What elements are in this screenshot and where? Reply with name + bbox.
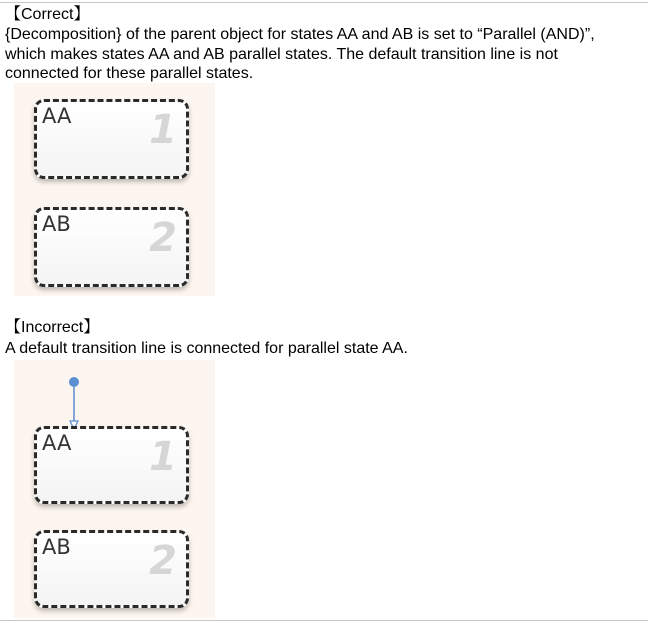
default-transition (64, 375, 84, 431)
execution-order-badge: 1 (149, 107, 177, 153)
correct-description-line-3: connected for these parallel states. (5, 65, 254, 82)
incorrect-state-aa (34, 426, 189, 504)
bottom-divider (0, 620, 648, 621)
correct-description-line-1: {Decomposition} of the parent object for states AA and AB is set to “Parallel (AND)”, (5, 26, 595, 43)
top-divider (0, 2, 648, 3)
incorrect-diagram-panel (14, 360, 215, 618)
state-name: AA (42, 104, 72, 128)
default-transition-dot (69, 377, 79, 387)
correct-state-ab (34, 207, 189, 287)
correct-state-aa (34, 99, 189, 179)
incorrect-heading: 【Incorrect】 (5, 319, 100, 336)
execution-order-badge: 1 (149, 434, 177, 480)
incorrect-description-line-1: A default transition line is connected for parallel state AA. (5, 340, 408, 357)
correct-description-line-2: which makes states AA and AB parallel states. The default transition line is not (5, 46, 558, 63)
execution-order-badge: 2 (149, 215, 177, 261)
correct-heading: 【Correct】 (5, 6, 90, 23)
state-name: AB (42, 535, 71, 559)
state-name: AA (42, 431, 72, 455)
execution-order-badge: 2 (149, 538, 177, 584)
incorrect-state-ab (34, 530, 189, 608)
correct-diagram-panel (14, 83, 215, 296)
state-name: AB (42, 212, 71, 236)
